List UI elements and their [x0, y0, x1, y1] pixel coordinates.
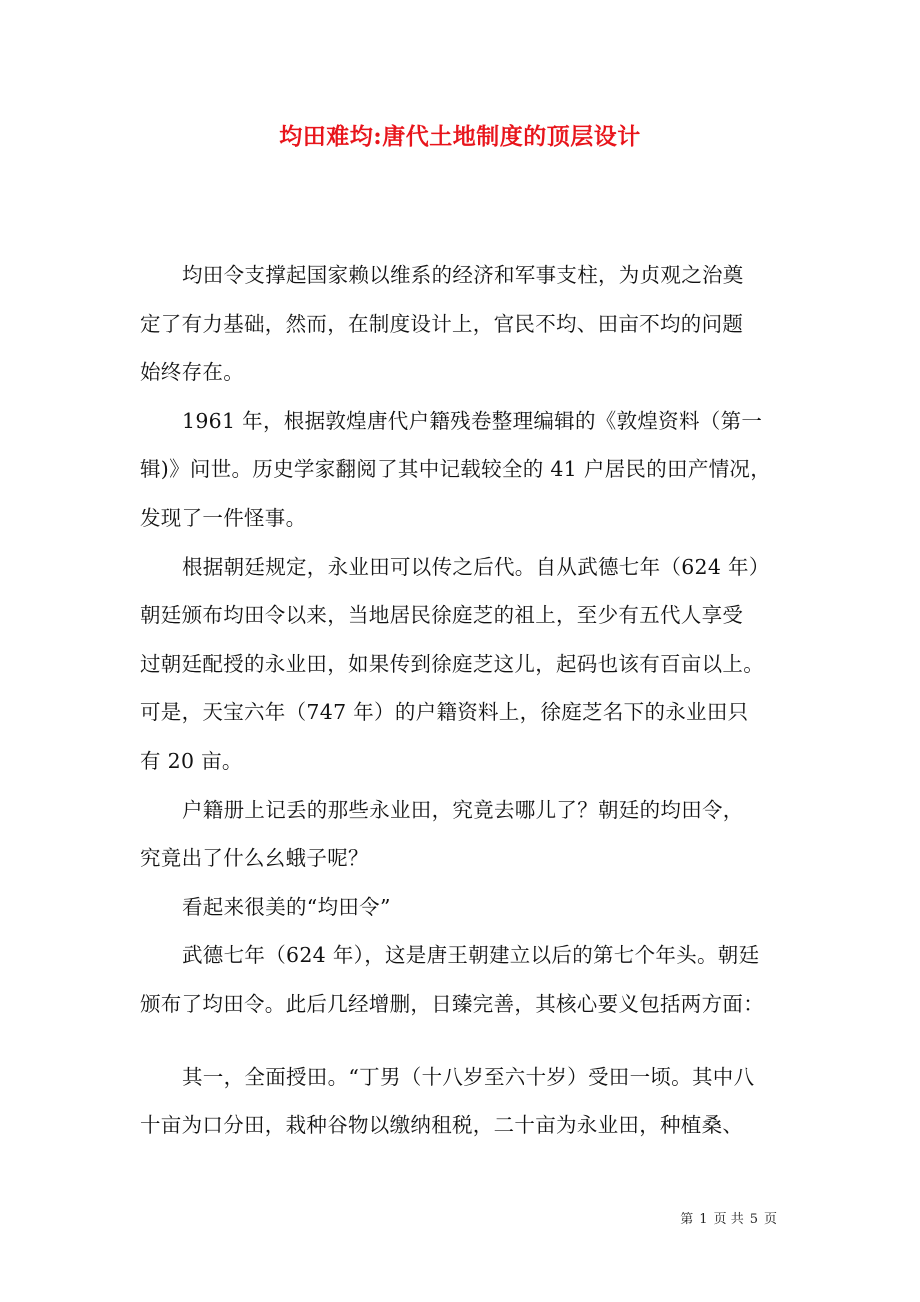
text-line: 武德七年（624 年），这是唐王朝建立以后的第七个年头。朝廷 — [182, 943, 760, 968]
text-line: 可是，天宝六年（747 年）的户籍资料上，徐庭芝名下的永业田只 — [140, 700, 749, 725]
page-footer — [677, 1208, 780, 1227]
text-line: 发现了一件怪事。 — [140, 505, 307, 530]
footer-prefix: 第 — [680, 1212, 694, 1227]
text-line: 颁布了均田令。此后几经增删，日臻完善，其核心要义包括两方面： — [140, 991, 764, 1016]
text-line: 十亩为口分田，栽种谷物以缴纳租税，二十亩为永业田，种植桑、 — [140, 1113, 744, 1138]
text-line: 朝廷颁布均田令以来，当地居民徐庭芝的祖上，至少有五代人享受 — [140, 603, 744, 628]
document-body — [140, 251, 790, 1150]
text-line: 过朝廷配授的永业田，如果传到徐庭芝这儿，起码也该有百亩以上。 — [140, 651, 764, 676]
text-line: 1961 年，根据敦煌唐代户籍残卷整理编辑的《敦煌资料（第一 — [182, 408, 763, 433]
text-line: 始终存在。 — [140, 360, 244, 385]
footer-suffix: 页 — [763, 1212, 777, 1227]
text-line: 根据朝廷规定，永业田可以传之后代。自从武德七年（624 年） — [182, 554, 770, 579]
text-line: 定了有力基础，然而，在制度设计上，官民不均、田亩不均的问题 — [140, 311, 744, 336]
section-heading: 看起来很美的“均田令” — [182, 894, 391, 919]
text-line: 户籍册上记丢的那些永业田，究竟去哪儿了？朝廷的均田令， — [182, 797, 744, 822]
text-line: 究竟出了什么幺蛾子呢？ — [140, 846, 369, 871]
paragraph-gap — [140, 1029, 790, 1053]
total-pages: 5 — [749, 1212, 758, 1227]
document-title: 均田难均:唐代土地制度的顶层设计 — [279, 123, 641, 150]
text-line: 均田令支撑起国家赖以维系的经济和军事支柱，为贞观之治奠 — [182, 263, 744, 287]
text-line: 其一，全面授田。“丁男（十八岁至六十岁）受田一顷。其中八 — [182, 1064, 755, 1089]
text-line: 辑)》问世。历史学家翻阅了其中记载较全的 41 户居民的田产情况， — [140, 457, 772, 482]
text-line: 有 20 亩。 — [140, 748, 243, 773]
page-number: 1 — [699, 1212, 708, 1227]
footer-mid: 页 共 — [713, 1212, 744, 1227]
